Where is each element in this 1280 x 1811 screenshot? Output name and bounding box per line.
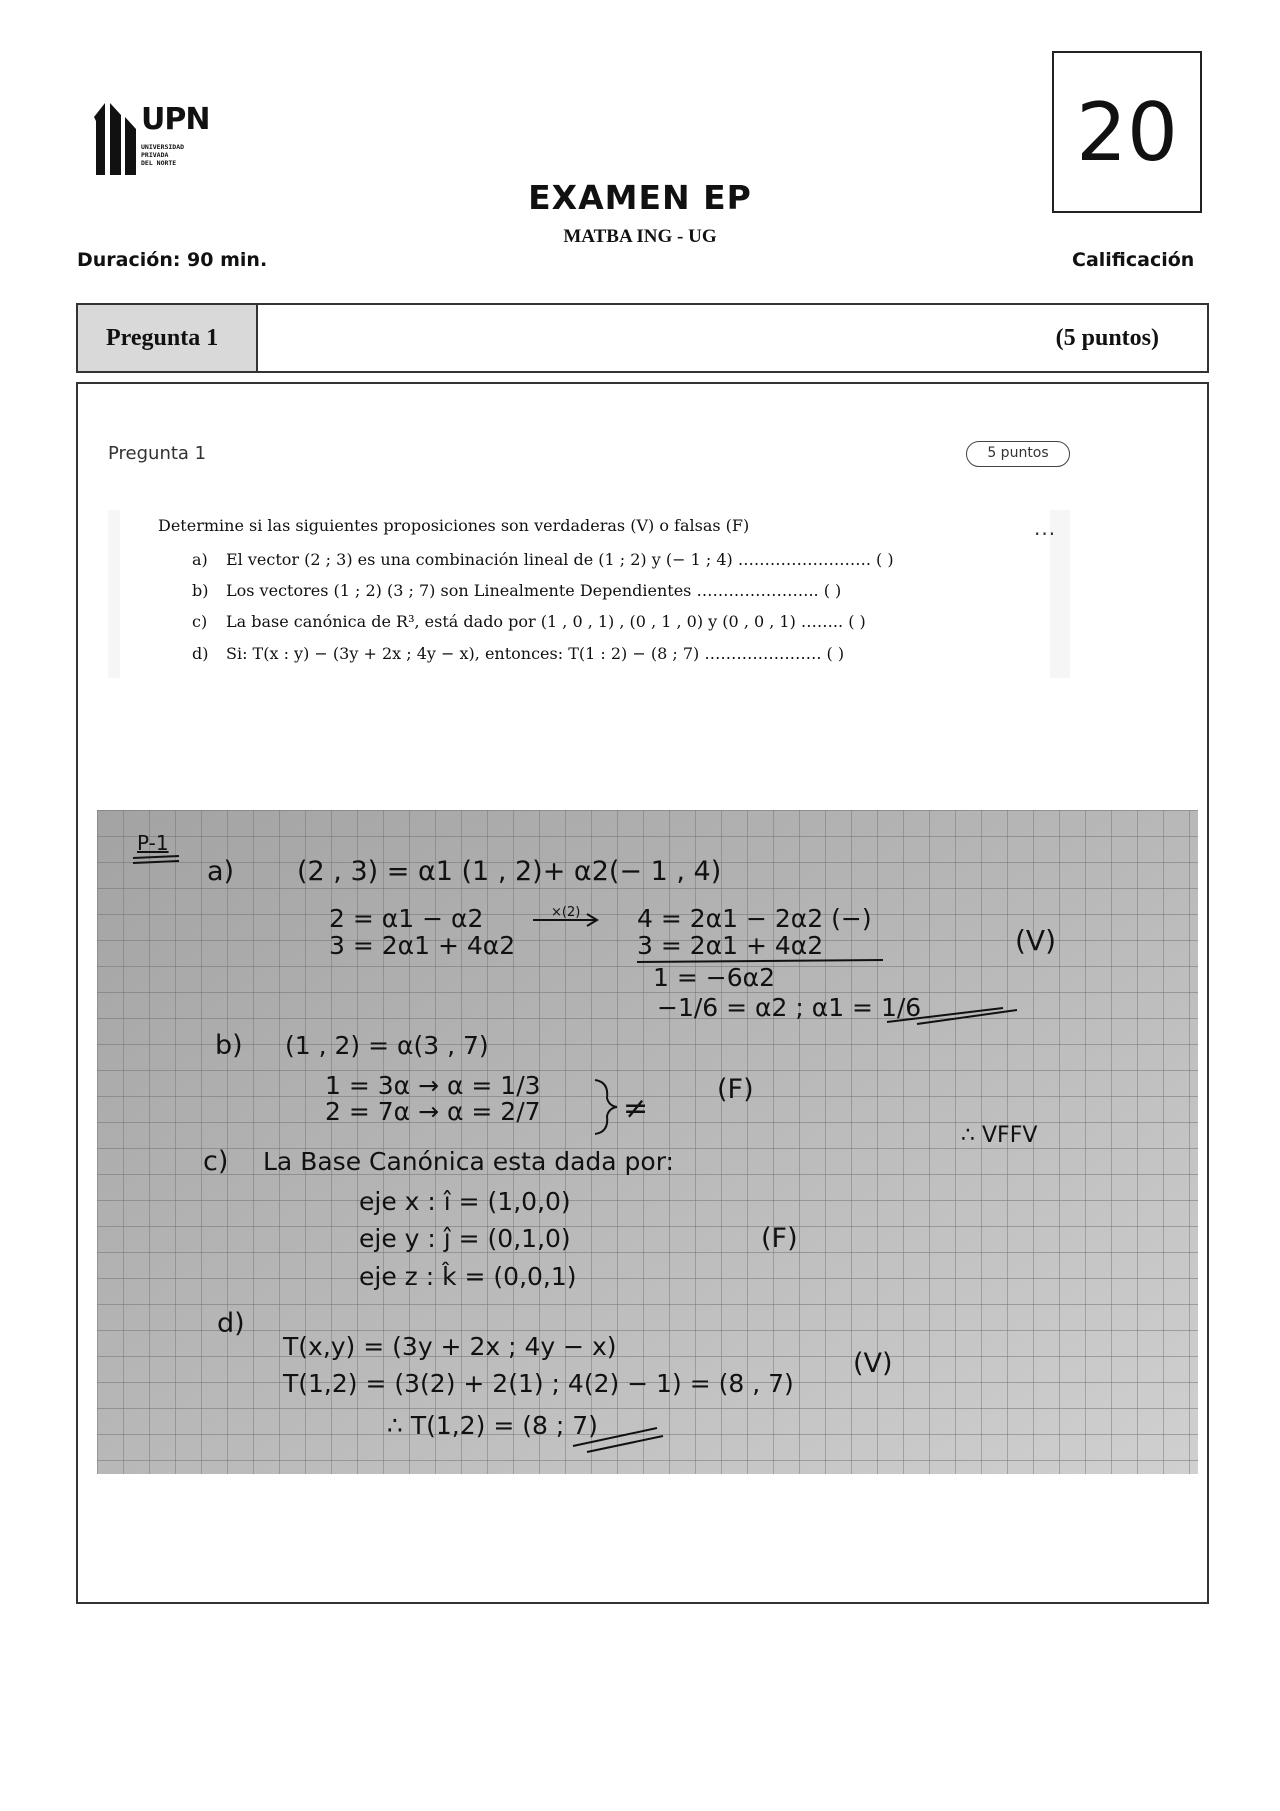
item-text: El vector (2 ; 3) es una combinación lineal de (1 ; 2) y (− 1 ; 4) ……………………. ( ) (226, 550, 894, 569)
upn-logo-mark-icon (92, 103, 138, 175)
answer-header: P-1 (137, 831, 169, 855)
statement-item-d (192, 644, 844, 663)
answer-d-verdict: (V) (853, 1348, 893, 1379)
answer-c-verdict: (F) (761, 1223, 798, 1254)
statement-panel (120, 510, 1050, 678)
answer-c-label: c) (203, 1146, 229, 1177)
points-badge: 5 puntos (966, 441, 1070, 467)
answer-b-equation: (1 , 2) = α(3 , 7) (285, 1031, 489, 1060)
answer-a-row-1: 4 = 2α1 − 2α2 (−) (637, 904, 872, 933)
answer-b-line-1: 1 = 3α → α = 1/3 (325, 1071, 541, 1100)
answer-a-system-2: 3 = 2α1 + 4α2 (329, 931, 516, 960)
item-text: La base canónica de R³, está dado por (1 , 0 , 1) , (0 , 1 , 0) y (0 , 0 , 1) …….. ( ) (226, 612, 866, 631)
item-key: a) (192, 550, 208, 569)
answer-a-label: a) (207, 856, 235, 887)
grade-value: 20 (1076, 85, 1178, 179)
statement-item-a (192, 550, 894, 569)
more-options-icon[interactable]: ... (1034, 516, 1057, 540)
answer-b-not-equal: ≠ (623, 1091, 649, 1126)
grade-box (1052, 51, 1202, 213)
item-key: b) (192, 581, 209, 600)
item-key: c) (192, 612, 208, 631)
exam-subtitle: MATBA ING - UG (563, 226, 717, 247)
upn-logo (92, 103, 212, 181)
question-statement (108, 510, 1070, 678)
answer-a-verdict: (V) (1015, 924, 1057, 957)
answer-a-row-2: 3 = 2α1 + 4α2 (637, 931, 824, 960)
answer-a-row-3: 1 = −6α2 (653, 963, 775, 992)
question-header-label: Pregunta 1 (78, 305, 258, 371)
handwritten-answer-photo (97, 810, 1198, 1474)
statement-item-c (192, 612, 866, 631)
item-text: Los vectores (1 ; 2) (3 ; 7) son Linealmente Dependientes ………………….. ( ) (226, 581, 842, 600)
question-header (76, 303, 1209, 373)
answer-d-line-1: T(x,y) = (3y + 2x ; 4y − x) (283, 1332, 617, 1361)
answer-a-multiplier: ×(2) (551, 905, 581, 920)
item-text: Si: T(x : y) − (3y + 2x ; 4y − x), entonces: T(1 : 2) − (8 ; 7) …………………. ( ) (226, 644, 845, 663)
answer-summary: ∴ VFFV (961, 1123, 1038, 1148)
answer-c-line-3: eje z : k̂ = (0,0,1) (359, 1262, 577, 1291)
answer-b-label: b) (215, 1030, 243, 1061)
logo-subtitle: UNIVERSIDAD PRIVADA DEL NORTE (141, 143, 185, 167)
answer-d-label: d) (217, 1308, 245, 1339)
item-key: d) (192, 644, 209, 663)
statement-item-b (192, 581, 841, 600)
answer-d-line-2: T(1,2) = (3(2) + 2(1) ; 4(2) − 1) = (8 , 7) (283, 1369, 794, 1398)
answer-d-line-3: ∴ T(1,2) = (8 ; 7) (387, 1411, 598, 1440)
answer-a-row-4: −1/6 = α2 ; α1 = 1/6 (657, 993, 922, 1022)
answer-b-verdict: (F) (717, 1074, 754, 1105)
answer-c-line-2: eje y : ĵ = (0,1,0) (359, 1224, 571, 1253)
statement-prompt: Determine si las siguientes proposiciones son verdaderas (V) o falsas (F) (158, 516, 750, 535)
answer-a-system-1: 2 = α1 − α2 (329, 904, 484, 933)
exam-title: EXAMEN EP (528, 178, 752, 217)
logo-name: UPN (141, 102, 210, 137)
answer-a-equation: (2 , 3) = α1 (1 , 2)+ α2(− 1 , 4) (297, 856, 722, 887)
answer-c-title: La Base Canónica esta dada por: (263, 1147, 674, 1176)
answer-b-line-2: 2 = 7α → α = 2/7 (325, 1097, 541, 1126)
answer-c-line-1: eje x : î = (1,0,0) (359, 1187, 571, 1216)
exam-duration: Duración: 90 min. (77, 249, 268, 271)
question-name: Pregunta 1 (108, 443, 207, 464)
question-header-points: (5 puntos) (1055, 324, 1159, 351)
grade-label: Calificación (1072, 249, 1195, 271)
